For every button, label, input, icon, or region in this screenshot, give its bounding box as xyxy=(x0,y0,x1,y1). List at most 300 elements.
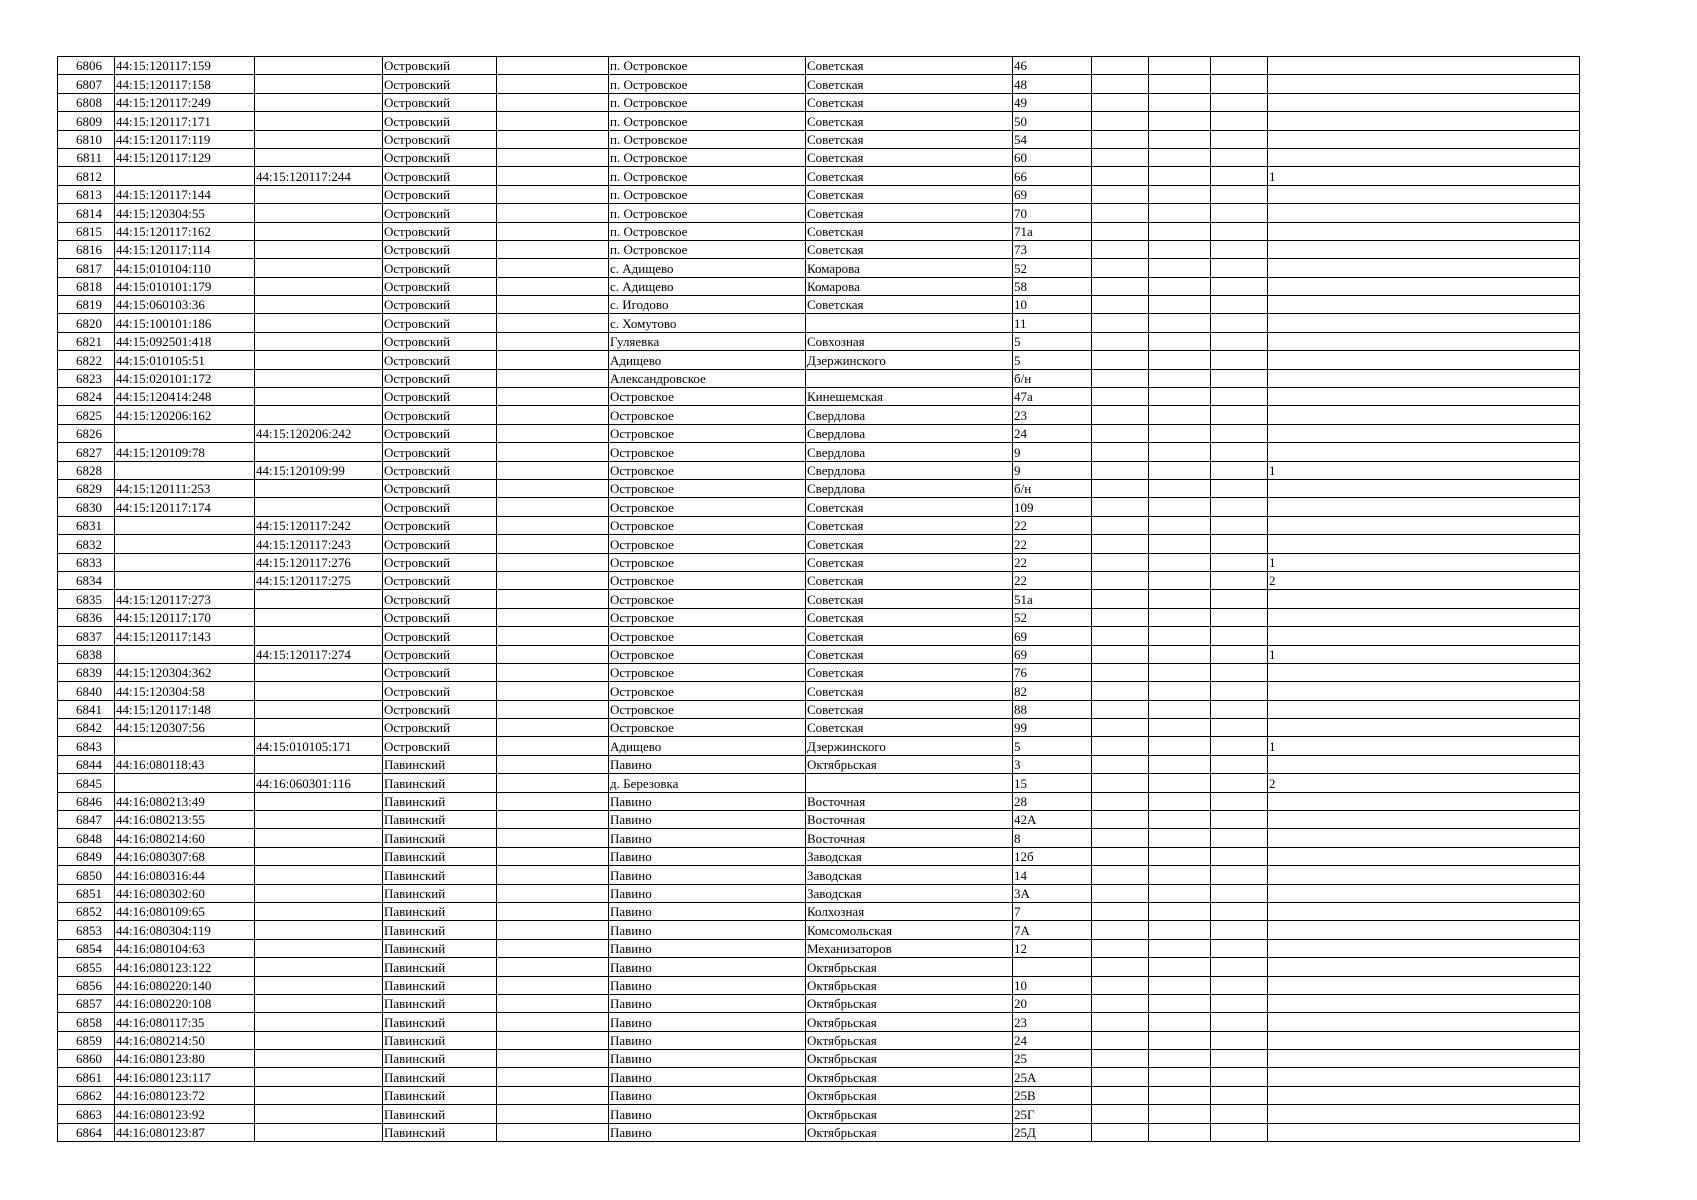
cell-cadastral-number: 44:15:120307:56 xyxy=(115,719,255,737)
cell-settlement: Павино xyxy=(609,792,806,810)
cell-house-number xyxy=(1013,958,1092,976)
table-row xyxy=(58,332,1580,350)
cell-settlement: п. Островское xyxy=(609,185,806,203)
cell-empty-col xyxy=(497,1050,609,1068)
cell-district: Островский xyxy=(383,682,497,700)
cell-district: Павинский xyxy=(383,1068,497,1086)
cell-row-number: 6861 xyxy=(58,1068,115,1086)
cell-empty-col xyxy=(497,682,609,700)
cell-empty-col xyxy=(497,204,609,222)
cell-extra-col-2 xyxy=(1149,148,1211,166)
cell-house-number: 49 xyxy=(1013,93,1092,111)
cell-empty-col xyxy=(497,369,609,387)
cell-extra-col-3 xyxy=(1211,130,1268,148)
cell-row-number: 6807 xyxy=(58,75,115,93)
cell-cadastral-number xyxy=(115,424,255,442)
cell-parent-cadastral-number xyxy=(255,755,383,773)
cell-district: Павинский xyxy=(383,994,497,1012)
cell-extra-col-3 xyxy=(1211,921,1268,939)
cell-extra-col-2 xyxy=(1149,443,1211,461)
table-row xyxy=(58,755,1580,773)
cell-extra-col-3 xyxy=(1211,939,1268,957)
cell-extra-col-2 xyxy=(1149,516,1211,534)
cell-street: Октябрьская xyxy=(806,1123,1013,1141)
cell-district: Павинский xyxy=(383,902,497,920)
cell-house-number: 12 xyxy=(1013,939,1092,957)
cell-house-number: 22 xyxy=(1013,516,1092,534)
cell-cadastral-number xyxy=(115,774,255,792)
cell-apartment xyxy=(1268,112,1580,130)
cell-street: Свердлова xyxy=(806,479,1013,497)
cell-extra-col-2 xyxy=(1149,663,1211,681)
cell-extra-col-1 xyxy=(1092,737,1149,755)
cell-apartment xyxy=(1268,590,1580,608)
cell-settlement: Островское xyxy=(609,663,806,681)
cell-cadastral-number: 44:15:010105:51 xyxy=(115,351,255,369)
cell-settlement: Островское xyxy=(609,700,806,718)
cell-parent-cadastral-number xyxy=(255,1123,383,1141)
cell-street: Комарова xyxy=(806,277,1013,295)
table-row xyxy=(58,774,1580,792)
cell-extra-col-3 xyxy=(1211,645,1268,663)
cell-district: Островский xyxy=(383,553,497,571)
cell-extra-col-3 xyxy=(1211,866,1268,884)
table-row xyxy=(58,645,1580,663)
cell-extra-col-1 xyxy=(1092,1031,1149,1049)
table-row xyxy=(58,461,1580,479)
cell-settlement: п. Островское xyxy=(609,148,806,166)
cell-row-number: 6848 xyxy=(58,829,115,847)
cell-extra-col-1 xyxy=(1092,958,1149,976)
cell-house-number: 8 xyxy=(1013,829,1092,847)
cell-parent-cadastral-number xyxy=(255,57,383,75)
cell-street: Заводская xyxy=(806,884,1013,902)
cell-extra-col-2 xyxy=(1149,1086,1211,1104)
cell-extra-col-3 xyxy=(1211,388,1268,406)
cell-extra-col-2 xyxy=(1149,1068,1211,1086)
cell-street: Октябрьская xyxy=(806,1086,1013,1104)
cell-apartment xyxy=(1268,958,1580,976)
cell-extra-col-3 xyxy=(1211,1031,1268,1049)
cell-extra-col-1 xyxy=(1092,847,1149,865)
cell-empty-col xyxy=(497,57,609,75)
table-row xyxy=(58,277,1580,295)
cell-extra-col-2 xyxy=(1149,461,1211,479)
cell-street: Советская xyxy=(806,75,1013,93)
cell-cadastral-number: 44:15:092501:418 xyxy=(115,332,255,350)
cell-extra-col-3 xyxy=(1211,535,1268,553)
cell-extra-col-3 xyxy=(1211,424,1268,442)
cell-extra-col-1 xyxy=(1092,369,1149,387)
cell-house-number: 50 xyxy=(1013,112,1092,130)
table-row xyxy=(58,958,1580,976)
cell-empty-col xyxy=(497,240,609,258)
cell-parent-cadastral-number xyxy=(255,939,383,957)
cell-empty-col xyxy=(497,332,609,350)
cell-house-number: 25 xyxy=(1013,1050,1092,1068)
table-row xyxy=(58,847,1580,865)
cell-extra-col-1 xyxy=(1092,479,1149,497)
cell-row-number: 6817 xyxy=(58,259,115,277)
cell-parent-cadastral-number xyxy=(255,498,383,516)
cell-cadastral-number: 44:16:080213:49 xyxy=(115,792,255,810)
cell-apartment xyxy=(1268,204,1580,222)
cell-extra-col-1 xyxy=(1092,719,1149,737)
cell-extra-col-1 xyxy=(1092,608,1149,626)
cell-row-number: 6856 xyxy=(58,976,115,994)
cell-extra-col-2 xyxy=(1149,296,1211,314)
cell-row-number: 6864 xyxy=(58,1123,115,1141)
cell-extra-col-1 xyxy=(1092,204,1149,222)
cell-parent-cadastral-number xyxy=(255,93,383,111)
cell-house-number: 11 xyxy=(1013,314,1092,332)
cell-empty-col xyxy=(497,792,609,810)
cell-district: Островский xyxy=(383,112,497,130)
cell-extra-col-3 xyxy=(1211,902,1268,920)
cell-row-number: 6860 xyxy=(58,1050,115,1068)
cell-extra-col-3 xyxy=(1211,167,1268,185)
cell-cadastral-number xyxy=(115,535,255,553)
cell-parent-cadastral-number xyxy=(255,663,383,681)
table-row xyxy=(58,204,1580,222)
cell-empty-col xyxy=(497,112,609,130)
cell-apartment: 2 xyxy=(1268,571,1580,589)
cell-empty-col xyxy=(497,902,609,920)
cell-settlement: Островское xyxy=(609,498,806,516)
table-row xyxy=(58,296,1580,314)
cell-extra-col-2 xyxy=(1149,1123,1211,1141)
table-row xyxy=(58,185,1580,203)
cell-apartment xyxy=(1268,627,1580,645)
table-row xyxy=(58,57,1580,75)
cell-district: Островский xyxy=(383,608,497,626)
cell-extra-col-3 xyxy=(1211,590,1268,608)
cell-street: Свердлова xyxy=(806,461,1013,479)
cell-empty-col xyxy=(497,645,609,663)
cell-cadastral-number: 44:16:080214:50 xyxy=(115,1031,255,1049)
cell-settlement: Адищево xyxy=(609,351,806,369)
cell-extra-col-3 xyxy=(1211,1050,1268,1068)
cell-house-number: 71а xyxy=(1013,222,1092,240)
cell-parent-cadastral-number: 44:15:120206:242 xyxy=(255,424,383,442)
cell-house-number: 25Д xyxy=(1013,1123,1092,1141)
cell-cadastral-number: 44:15:120117:162 xyxy=(115,222,255,240)
cell-empty-col xyxy=(497,388,609,406)
cell-empty-col xyxy=(497,93,609,111)
cell-district: Островский xyxy=(383,148,497,166)
cell-house-number: 82 xyxy=(1013,682,1092,700)
cell-row-number: 6809 xyxy=(58,112,115,130)
cell-street: Советская xyxy=(806,112,1013,130)
cell-empty-col xyxy=(497,921,609,939)
cell-empty-col xyxy=(497,590,609,608)
cell-parent-cadastral-number xyxy=(255,719,383,737)
cell-row-number: 6818 xyxy=(58,277,115,295)
cell-extra-col-2 xyxy=(1149,498,1211,516)
cell-cadastral-number: 44:15:120117:158 xyxy=(115,75,255,93)
cell-extra-col-2 xyxy=(1149,369,1211,387)
cell-apartment xyxy=(1268,939,1580,957)
cell-extra-col-3 xyxy=(1211,277,1268,295)
cell-extra-col-3 xyxy=(1211,204,1268,222)
cell-street: Октябрьская xyxy=(806,755,1013,773)
cell-parent-cadastral-number xyxy=(255,314,383,332)
cell-district: Островский xyxy=(383,645,497,663)
cell-row-number: 6842 xyxy=(58,719,115,737)
cell-extra-col-2 xyxy=(1149,57,1211,75)
cell-street: Советская xyxy=(806,700,1013,718)
cell-extra-col-3 xyxy=(1211,553,1268,571)
table-body xyxy=(58,57,1580,1142)
cell-row-number: 6827 xyxy=(58,443,115,461)
cell-row-number: 6826 xyxy=(58,424,115,442)
cell-settlement: Островское xyxy=(609,608,806,626)
cell-cadastral-number: 44:15:060103:36 xyxy=(115,296,255,314)
cell-parent-cadastral-number xyxy=(255,222,383,240)
cell-house-number: 99 xyxy=(1013,719,1092,737)
cell-settlement: п. Островское xyxy=(609,222,806,240)
cell-row-number: 6831 xyxy=(58,516,115,534)
cell-apartment xyxy=(1268,296,1580,314)
cell-street: Октябрьская xyxy=(806,1105,1013,1123)
cell-extra-col-3 xyxy=(1211,1105,1268,1123)
cell-extra-col-3 xyxy=(1211,700,1268,718)
cell-empty-col xyxy=(497,1031,609,1049)
cell-cadastral-number xyxy=(115,516,255,534)
cell-house-number: 3 xyxy=(1013,755,1092,773)
cell-district: Островский xyxy=(383,719,497,737)
cell-house-number: 5 xyxy=(1013,332,1092,350)
table-row xyxy=(58,1050,1580,1068)
cell-extra-col-2 xyxy=(1149,388,1211,406)
cell-extra-col-2 xyxy=(1149,553,1211,571)
cell-cadastral-number: 44:15:100101:186 xyxy=(115,314,255,332)
cell-parent-cadastral-number xyxy=(255,1013,383,1031)
cell-extra-col-2 xyxy=(1149,829,1211,847)
cell-empty-col xyxy=(497,1123,609,1141)
cell-settlement: п. Островское xyxy=(609,93,806,111)
table-row xyxy=(58,590,1580,608)
table-row xyxy=(58,240,1580,258)
cell-extra-col-1 xyxy=(1092,829,1149,847)
cell-house-number: 20 xyxy=(1013,994,1092,1012)
cell-settlement: Островское xyxy=(609,571,806,589)
cell-house-number: 14 xyxy=(1013,866,1092,884)
cell-extra-col-2 xyxy=(1149,608,1211,626)
cell-street xyxy=(806,369,1013,387)
cell-extra-col-2 xyxy=(1149,1013,1211,1031)
cell-parent-cadastral-number xyxy=(255,277,383,295)
cell-house-number: 69 xyxy=(1013,185,1092,203)
cell-street: Заводская xyxy=(806,866,1013,884)
cell-cadastral-number: 44:15:010104:110 xyxy=(115,259,255,277)
cell-house-number: 42А xyxy=(1013,811,1092,829)
cell-parent-cadastral-number xyxy=(255,627,383,645)
cell-extra-col-2 xyxy=(1149,866,1211,884)
cell-extra-col-1 xyxy=(1092,406,1149,424)
cell-district: Островский xyxy=(383,443,497,461)
cell-settlement: Гуляевка xyxy=(609,332,806,350)
table-row xyxy=(58,479,1580,497)
cell-settlement: Павино xyxy=(609,1068,806,1086)
cell-street: Советская xyxy=(806,222,1013,240)
cell-extra-col-1 xyxy=(1092,590,1149,608)
table-row xyxy=(58,737,1580,755)
cell-extra-col-3 xyxy=(1211,185,1268,203)
cell-street: Октябрьская xyxy=(806,1050,1013,1068)
cell-district: Островский xyxy=(383,93,497,111)
cell-settlement: Островское xyxy=(609,406,806,424)
cell-cadastral-number xyxy=(115,737,255,755)
cell-district: Островский xyxy=(383,406,497,424)
cell-parent-cadastral-number xyxy=(255,682,383,700)
cell-cadastral-number: 44:15:120117:144 xyxy=(115,185,255,203)
cell-settlement: Островское xyxy=(609,719,806,737)
cell-extra-col-2 xyxy=(1149,240,1211,258)
cell-extra-col-2 xyxy=(1149,314,1211,332)
cell-street: Дзержинского xyxy=(806,737,1013,755)
cell-empty-col xyxy=(497,424,609,442)
cell-street: Механизаторов xyxy=(806,939,1013,957)
cell-district: Павинский xyxy=(383,866,497,884)
cell-apartment xyxy=(1268,424,1580,442)
cell-apartment xyxy=(1268,921,1580,939)
cell-extra-col-3 xyxy=(1211,112,1268,130)
cell-empty-col xyxy=(497,1086,609,1104)
cell-settlement: Павино xyxy=(609,1013,806,1031)
cell-parent-cadastral-number xyxy=(255,148,383,166)
cell-settlement: Островское xyxy=(609,553,806,571)
cell-apartment: 1 xyxy=(1268,167,1580,185)
cell-extra-col-3 xyxy=(1211,976,1268,994)
cell-extra-col-3 xyxy=(1211,1123,1268,1141)
cell-apartment xyxy=(1268,829,1580,847)
cell-house-number: 7А xyxy=(1013,921,1092,939)
cell-apartment xyxy=(1268,884,1580,902)
cell-district: Островский xyxy=(383,332,497,350)
cell-parent-cadastral-number: 44:15:010105:171 xyxy=(255,737,383,755)
table-row xyxy=(58,93,1580,111)
cell-extra-col-3 xyxy=(1211,663,1268,681)
cell-extra-col-2 xyxy=(1149,406,1211,424)
cell-row-number: 6844 xyxy=(58,755,115,773)
cell-cadastral-number: 44:15:020101:172 xyxy=(115,369,255,387)
cell-settlement: Павино xyxy=(609,994,806,1012)
cell-extra-col-2 xyxy=(1149,259,1211,277)
cell-extra-col-1 xyxy=(1092,1086,1149,1104)
cell-extra-col-1 xyxy=(1092,884,1149,902)
cell-street: Советская xyxy=(806,498,1013,516)
table-row xyxy=(58,148,1580,166)
cell-extra-col-2 xyxy=(1149,847,1211,865)
cell-apartment xyxy=(1268,222,1580,240)
cell-street: Октябрьская xyxy=(806,1013,1013,1031)
cell-parent-cadastral-number xyxy=(255,1086,383,1104)
cell-cadastral-number: 44:16:080118:43 xyxy=(115,755,255,773)
cell-apartment xyxy=(1268,535,1580,553)
cell-cadastral-number xyxy=(115,461,255,479)
table-row xyxy=(58,976,1580,994)
cell-row-number: 6847 xyxy=(58,811,115,829)
cell-district: Павинский xyxy=(383,811,497,829)
cell-apartment xyxy=(1268,902,1580,920)
cell-apartment: 1 xyxy=(1268,553,1580,571)
cell-apartment xyxy=(1268,148,1580,166)
cell-cadastral-number: 44:15:010101:179 xyxy=(115,277,255,295)
cell-cadastral-number: 44:16:080214:60 xyxy=(115,829,255,847)
cell-cadastral-number: 44:15:120206:162 xyxy=(115,406,255,424)
cell-apartment xyxy=(1268,1013,1580,1031)
cell-extra-col-1 xyxy=(1092,93,1149,111)
cell-district: Островский xyxy=(383,259,497,277)
cell-empty-col xyxy=(497,994,609,1012)
cell-district: Павинский xyxy=(383,976,497,994)
cell-cadastral-number: 44:16:080123:117 xyxy=(115,1068,255,1086)
cell-district: Островский xyxy=(383,296,497,314)
cell-house-number: 25А xyxy=(1013,1068,1092,1086)
cell-extra-col-1 xyxy=(1092,130,1149,148)
cell-street: Советская xyxy=(806,296,1013,314)
cell-extra-col-1 xyxy=(1092,461,1149,479)
cell-row-number: 6816 xyxy=(58,240,115,258)
table-row xyxy=(58,424,1580,442)
cell-extra-col-2 xyxy=(1149,222,1211,240)
cell-street: Октябрьская xyxy=(806,1068,1013,1086)
cell-extra-col-3 xyxy=(1211,259,1268,277)
cell-extra-col-3 xyxy=(1211,884,1268,902)
cell-parent-cadastral-number xyxy=(255,866,383,884)
cell-extra-col-1 xyxy=(1092,994,1149,1012)
cell-extra-col-2 xyxy=(1149,811,1211,829)
cell-street: Советская xyxy=(806,130,1013,148)
cell-street: Октябрьская xyxy=(806,958,1013,976)
cell-cadastral-number: 44:16:080123:80 xyxy=(115,1050,255,1068)
cell-extra-col-3 xyxy=(1211,1013,1268,1031)
cell-extra-col-2 xyxy=(1149,645,1211,663)
cell-street: Советская xyxy=(806,719,1013,737)
cell-cadastral-number: 44:15:120111:253 xyxy=(115,479,255,497)
cell-parent-cadastral-number xyxy=(255,388,383,406)
cell-parent-cadastral-number: 44:15:120117:243 xyxy=(255,535,383,553)
cell-parent-cadastral-number xyxy=(255,259,383,277)
cell-house-number: 52 xyxy=(1013,608,1092,626)
cell-cadastral-number xyxy=(115,553,255,571)
table-row xyxy=(58,130,1580,148)
cell-parent-cadastral-number xyxy=(255,130,383,148)
cell-apartment: 2 xyxy=(1268,774,1580,792)
cell-empty-col xyxy=(497,700,609,718)
cell-parent-cadastral-number xyxy=(255,1068,383,1086)
cell-settlement: Павино xyxy=(609,811,806,829)
cell-street: Комсомольская xyxy=(806,921,1013,939)
cell-extra-col-1 xyxy=(1092,185,1149,203)
cell-empty-col xyxy=(497,259,609,277)
cell-extra-col-1 xyxy=(1092,167,1149,185)
cell-district: Островский xyxy=(383,369,497,387)
cell-extra-col-3 xyxy=(1211,792,1268,810)
cell-empty-col xyxy=(497,976,609,994)
table-row xyxy=(58,388,1580,406)
table-row xyxy=(58,663,1580,681)
cell-apartment xyxy=(1268,351,1580,369)
cell-district: Островский xyxy=(383,167,497,185)
cell-cadastral-number: 44:15:120304:362 xyxy=(115,663,255,681)
cell-settlement: Павино xyxy=(609,847,806,865)
cell-cadastral-number: 44:16:080220:108 xyxy=(115,994,255,1012)
cell-empty-col xyxy=(497,75,609,93)
table-row xyxy=(58,167,1580,185)
table-row xyxy=(58,608,1580,626)
